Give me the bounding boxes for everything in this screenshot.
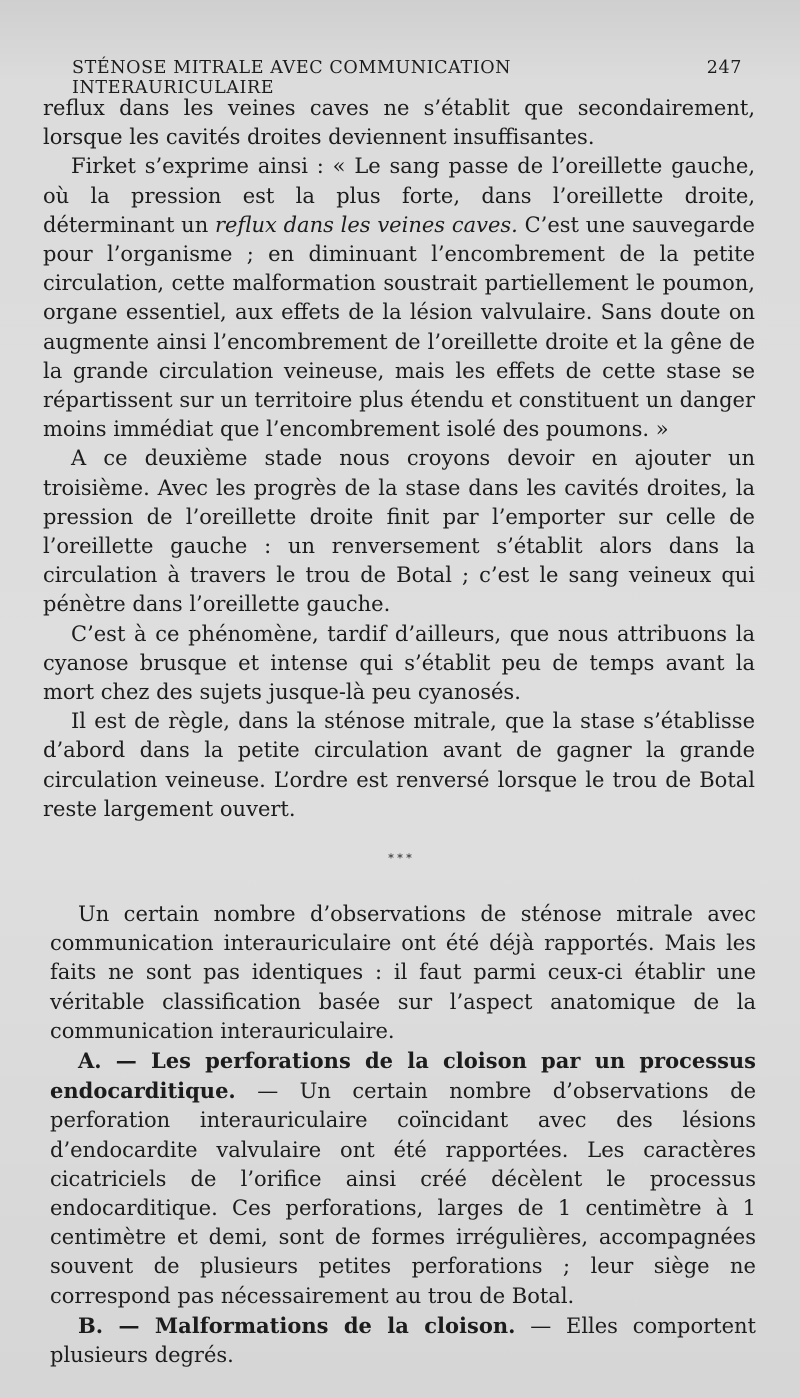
paragraph-rule: Il est de règle, dans la sténose mitrale, que la stase s’établisse d’abord dans la petite circulation avant de gagner la grande circulation veineuse. L’ordre est renversé lorsque le trou de Botal reste largement ouvert. [43, 709, 755, 821]
paragraph-third-stage: A ce deuxième stade nous croyons devoir en ajouter un troisième. Avec les progrès de la stase dans les cavités droites, la pression de l’oreillette droite finit par l’emporter sur celle de l’oreillette gauche : un renversement s’établit alors dans la circulation à travers le trou de Botal ; c’est le sang veineux qui pénètre dans l’oreillette gauche. [43, 446, 755, 617]
quote-text-end: C’est une sauvegarde pour l’organisme ; en diminuant l’encombrement de la petite circulation, cette malformation soustrait partiellement le poumon, organe essentiel, aux effets de la lésion valvulaire. Sans doute on augmente ainsi l’encombrement de l’oreillette droite et la gêne de la grande circulation veineuse, mais les effets de cette stase se répartissent sur un territoire plus étendu et constituent un danger moins immédiat que l’encombrement isolé des poumons. » [43, 212, 755, 442]
paragraph-observations: Un certain nombre d’observations de sténose mitrale avec communication interauriculaire ont été déjà rapportés. Mais les faits ne sont pas identiques : il faut parmi ceux-ci établir une véritable classification basée sur l’aspect anatomique de la communication interauriculaire. [50, 902, 756, 1043]
section-a-text: — Un certain nombre d’observations de perforation interauriculaire coïncidant avec des lésions d’endocardite valvulaire ont été rapportées. Les caractères cicatriciels de l’orifice ainsi créé décèlent le processus endocarditique. Ces perforations, larges de 1 centimètre à 1 centimètre et demi, sont de formes irrégulières, accompagnées souvent de plusieurs petites perforations ; leur siège ne correspond pas nécessairement au trou de Botal. [50, 1079, 756, 1308]
main-text [43, 94, 755, 824]
paragraph-firket-quote [43, 152, 755, 444]
paragraph-cyanosis: C’est à ce phénomène, tardif d’ailleurs, que nous attribuons la cyanose brusque et intense qui s’établit peu de temps avant la mort chez des sujets jusque-là peu cyanosés. [43, 621, 755, 705]
section-separator [380, 848, 420, 861]
quote-text-start: Firket s’exprime ainsi : « Le sang passe de l’oreillette gauche, où la pression est la plus forte, dans l’oreillette droite, déterminant un [43, 154, 755, 237]
section-a-heading: A. — Les perforations de la cloison par un processus endocarditique. [50, 1048, 756, 1104]
page-number: 247 [706, 58, 742, 78]
section-b-text: — Elles comportent plusieurs degrés. [50, 1313, 756, 1368]
paragraph-section-b [50, 1311, 756, 1370]
quote-italic-phrase: reflux dans les veines caves. [215, 212, 518, 237]
running-header [72, 58, 742, 98]
asterism: ⁎ ⁎ ⁎ [388, 848, 412, 861]
section-b-heading: B. — Malformations de la cloison. [78, 1312, 516, 1338]
paragraph-reflux: reflux dans les veines caves ne s’établit que secondairement, lorsque les cavités droites deviennent insuffisantes. [43, 96, 755, 150]
classification-text [50, 900, 756, 1370]
paragraph-section-a [50, 1046, 756, 1311]
running-title: STÉNOSE MITRALE AVEC COMMUNICATION INTERAURICULAIRE [72, 58, 512, 98]
